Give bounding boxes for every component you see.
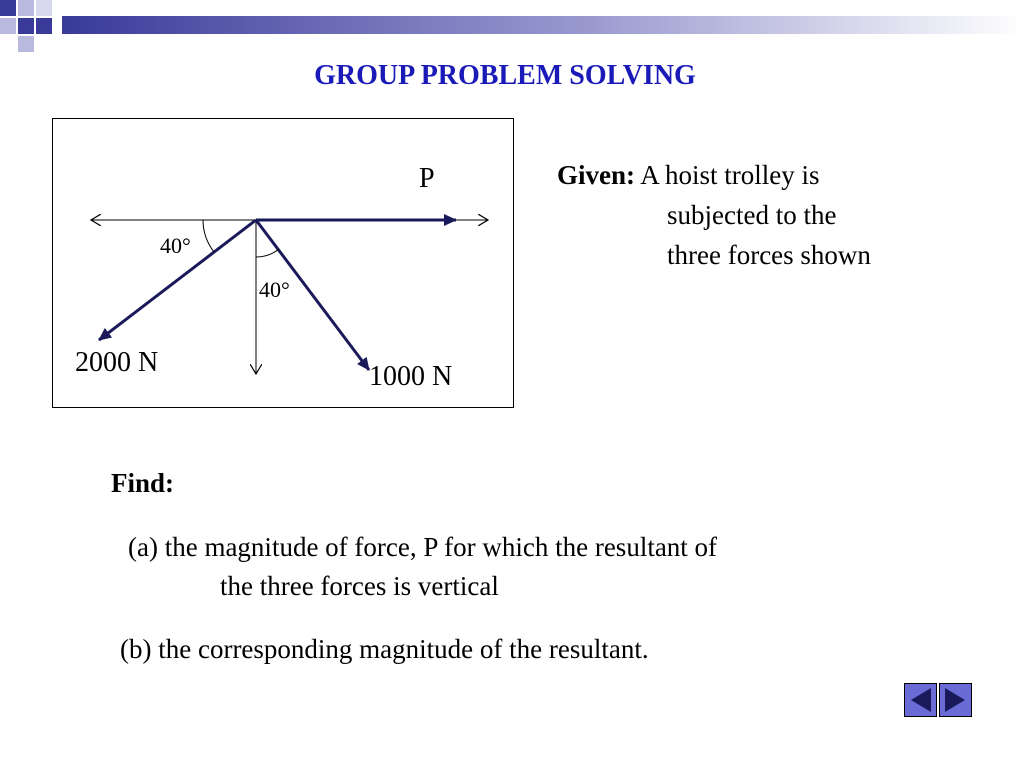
header-square (18, 18, 34, 34)
given-line-2: subjected to the (667, 200, 837, 230)
find-heading: Find: (111, 468, 175, 498)
force-1000n-label: 1000 N (369, 361, 453, 392)
next-slide-button[interactable] (939, 683, 972, 717)
find-item-a (128, 528, 717, 606)
angle-arc-left (203, 220, 214, 252)
header-gradient-bar (62, 16, 1024, 34)
header-square (0, 0, 16, 16)
force-p-label: P (419, 163, 435, 194)
given-line-1: A hoist trolley is (640, 160, 820, 190)
angle-arc-right (256, 249, 279, 257)
slide-navigation (904, 683, 974, 719)
given-section (557, 155, 871, 275)
previous-slide-button[interactable] (904, 683, 937, 717)
page-title: GROUP PROBLEM SOLVING (314, 60, 696, 91)
header-decoration (0, 0, 1024, 60)
header-square (36, 18, 52, 34)
force-diagram (52, 118, 514, 408)
given-heading: Given: (557, 160, 635, 190)
header-square (0, 18, 16, 34)
given-line-3: three forces shown (667, 240, 871, 270)
header-square (18, 36, 34, 52)
find-item-a-line-1: (a) the magnitude of force, P for which the resultant of (128, 532, 718, 562)
header-square (18, 0, 34, 16)
angle-left-label: 40° (160, 233, 191, 258)
find-item-b: (b) the corresponding magnitude of the resultant. (120, 634, 649, 664)
header-square (36, 0, 52, 16)
angle-right-label: 40° (259, 277, 290, 302)
force-2000n-label: 2000 N (75, 347, 159, 378)
find-item-a-line-2: the three forces is vertical (220, 571, 499, 601)
